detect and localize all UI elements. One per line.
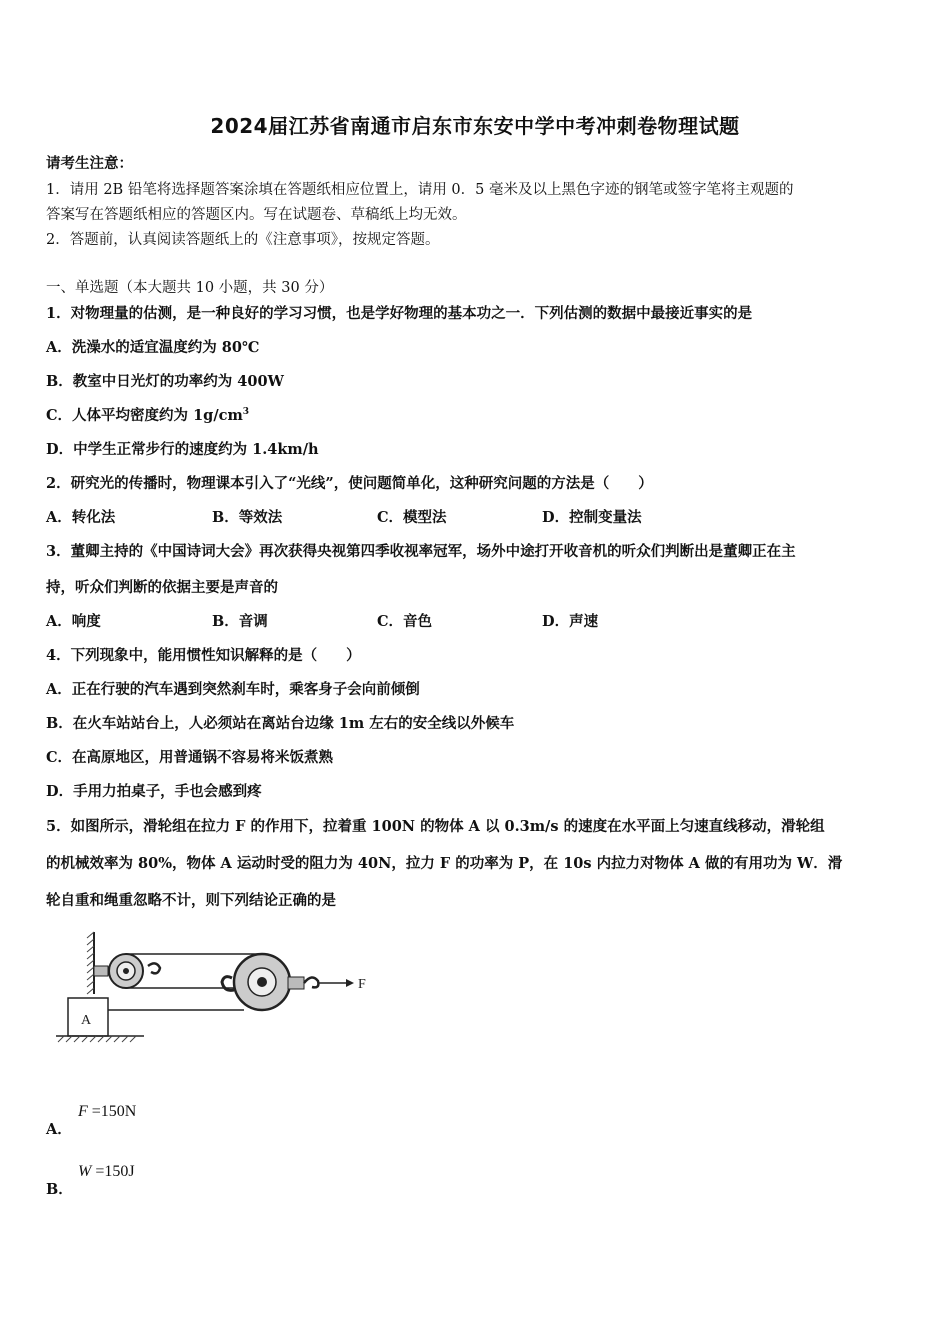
q5-option-a-letter: A． (46, 1121, 72, 1138)
q5-option-a-variable: F (78, 1103, 88, 1120)
q2-option-a: A．转化法 (46, 509, 116, 526)
q1-option-c-text: C．人体平均密度约为 1g/cm (46, 407, 243, 424)
wall-hatching (87, 932, 94, 994)
q2-option-c: C．模型法 (377, 509, 447, 526)
block-a-label: A (81, 1013, 92, 1028)
q2-option-b: B．等效法 (212, 509, 283, 526)
q5-stem-1: 5．如图所示，滑轮组在拉力 F 的作用下，拉着重 100N 的物体 A 以 0.3m/s 的速度在水平面上匀速直线移动，滑轮组 (46, 818, 825, 835)
ground-hatching (58, 1036, 136, 1042)
q3-option-d: D．声速 (542, 613, 599, 630)
q5-option-b-value: =150J (91, 1163, 135, 1180)
q3-option-a: A．响度 (46, 613, 101, 630)
q1-option-b: B．教室中日光灯的功率约为 400W (46, 373, 284, 390)
q1-option-c (46, 404, 249, 425)
force-arrow-head (346, 979, 354, 987)
q5-option-a-value: =150N (87, 1103, 137, 1120)
q4-option-b: B．在火车站站台上，人必须站在离站台边缘 1m 左右的安全线以外候车 (46, 715, 515, 732)
q1-option-c-superscript: 3 (242, 407, 250, 417)
q2-stem: 2．研究光的传播时，物理课本引入了“光线”，使问题简单化，这种研究问题的方法是（ ） (46, 475, 653, 492)
page-title: 2024届江苏省南通市启东市东安中学中考冲刺卷物理试题 (210, 114, 740, 138)
q4-option-a: A．正在行驶的汽车遇到突然刹车时，乘客身子会向前倾倒 (46, 681, 420, 698)
q5-option-a-formula (78, 1103, 136, 1121)
q5-option-b-formula (78, 1163, 135, 1181)
fixed-pulley-hook (148, 963, 160, 973)
q4-stem: 4．下列现象中，能用惯性知识解释的是（ ） (46, 647, 361, 664)
notice-line-1a: 1．请用 2B 铅笔将选择题答案涂填在答题纸相应位置上，请用 0．5 毫米及以上黑色字迹的钢笔或签字笔将主观题的 (46, 182, 794, 198)
fixed-pulley-axle (123, 968, 129, 974)
movable-pulley-right-hook (304, 977, 318, 987)
q3-stem-1: 3．董卿主持的《中国诗词大会》再次获得央视第四季收视率冠军，场外中途打开收音机的听众们判断出是董卿正在主 (46, 543, 796, 560)
movable-pulley-bracket (288, 977, 304, 989)
notice-heading: 请考生注意： (46, 155, 133, 172)
notice-line-1b: 答案写在答题纸相应的答题区内。写在试题卷、草稿纸上均无效。 (46, 207, 467, 223)
force-label: F (358, 977, 366, 992)
section-heading: 一、单选题（本大题共 10 小题，共 30 分） (46, 280, 334, 296)
q1-option-a: A．洗澡水的适宜温度约为 80℃ (46, 339, 260, 356)
q5-option-b-variable: W (78, 1163, 92, 1180)
q5-stem-2: 的机械效率为 80%，物体 A 运动时受的阻力为 40N，拉力 F 的功率为 P，在 10s 内拉力对物体 A 做的有用功为 W．滑 (46, 855, 843, 872)
pulley-system-figure (44, 928, 374, 1048)
q5-stem-3: 轮自重和绳重忽略不计，则下列结论正确的是 (46, 892, 336, 909)
q3-option-b: B．音调 (212, 613, 268, 630)
q3-stem-2: 持，听众们判断的依据主要是声音的 (46, 579, 278, 596)
movable-pulley-axle (257, 977, 267, 987)
q3-option-c: C．音色 (377, 613, 433, 630)
q4-option-d: D．手用力拍桌子，手也会感到疼 (46, 783, 262, 800)
q2-option-d: D．控制变量法 (542, 509, 642, 526)
q1-stem: 1．对物理量的估测，是一种良好的学习习惯，也是学好物理的基本功之一．下列估测的数据中最接近事实的是 (46, 305, 753, 322)
q1-option-d: D．中学生正常步行的速度约为 1.4km/h (46, 441, 319, 458)
q4-option-c: C．在高原地区，用普通锅不容易将米饭煮熟 (46, 749, 334, 766)
fixed-pulley-bracket (94, 966, 108, 976)
q5-option-b-letter: B． (46, 1181, 73, 1198)
notice-line-2: 2．答题前，认真阅读答题纸上的《注意事项》，按规定答题。 (46, 232, 440, 248)
